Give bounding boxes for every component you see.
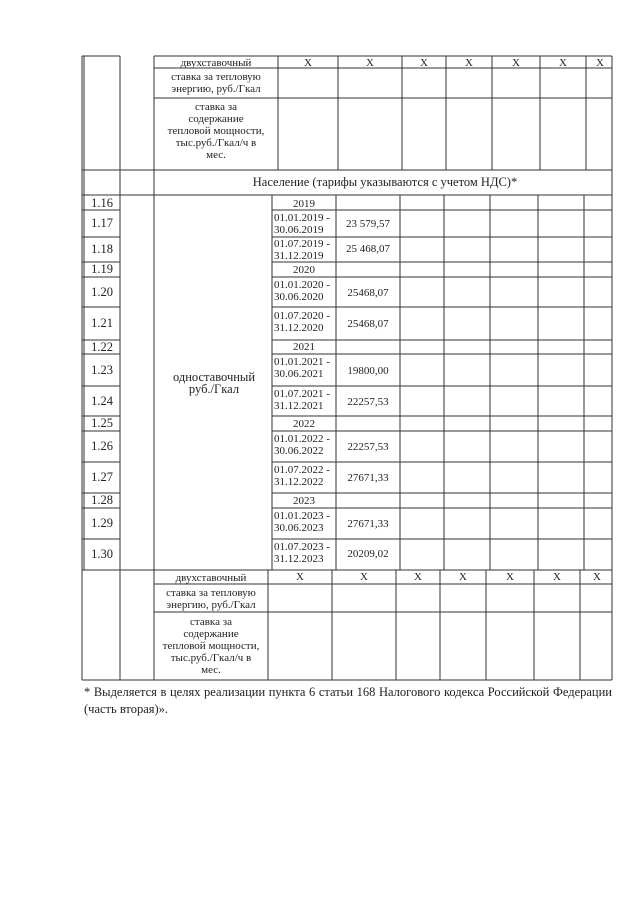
top-x-mark: X bbox=[465, 57, 473, 69]
top-x-mark: X bbox=[366, 57, 374, 69]
row-period: 2022 bbox=[293, 418, 315, 430]
row-period: 01.07.2021 - 31.12.2021 bbox=[274, 388, 330, 412]
row-value: 20209,02 bbox=[347, 548, 389, 560]
row-value: 25 468,07 bbox=[346, 243, 390, 255]
bottom-x-mark: X bbox=[296, 571, 304, 583]
row-period: 01.07.2022 - 31.12.2022 bbox=[274, 464, 330, 488]
row-number: 1.25 bbox=[91, 416, 113, 430]
row-period: 2019 bbox=[293, 198, 315, 210]
row-number: 1.30 bbox=[91, 547, 113, 561]
row-period: 01.07.2020 - 31.12.2020 bbox=[274, 310, 330, 334]
row-number: 1.17 bbox=[91, 216, 113, 230]
bottom-x-mark: X bbox=[506, 571, 514, 583]
top-x-mark: X bbox=[420, 57, 428, 69]
top-x-mark: X bbox=[596, 57, 604, 69]
bottom-x-mark: X bbox=[593, 571, 601, 583]
bottom-energy-rate-label: ставка за тепловую энергию, руб./Гкал bbox=[166, 587, 256, 611]
row-period: 2020 bbox=[293, 264, 315, 276]
top-x-mark: X bbox=[559, 57, 567, 69]
bottom-x-mark: X bbox=[459, 571, 467, 583]
footnote: * Выделяется в целях реализации пункта 6 статьи 168 Налогового кодекса Российской Федерации (часть вторая)». bbox=[84, 685, 612, 716]
row-value: 27671,33 bbox=[347, 518, 389, 530]
row-number: 1.23 bbox=[91, 363, 113, 377]
row-number: 1.28 bbox=[91, 493, 113, 507]
population-header: Население (тарифы указываются с учетом НДС)* bbox=[252, 175, 518, 189]
row-number: 1.16 bbox=[91, 196, 113, 210]
row-period: 01.01.2022 - 30.06.2022 bbox=[274, 433, 330, 457]
row-value: 25468,07 bbox=[347, 287, 389, 299]
row-period: 01.01.2023 - 30.06.2023 bbox=[274, 510, 330, 534]
bottom-x-mark: X bbox=[414, 571, 422, 583]
row-period: 01.07.2019 - 31.12.2019 bbox=[274, 238, 330, 262]
row-period: 01.01.2021 - 30.06.2021 bbox=[274, 356, 330, 380]
row-period: 01.01.2019 - 30.06.2019 bbox=[274, 212, 330, 236]
top-x-mark: X bbox=[512, 57, 520, 69]
row-value: 22257,53 bbox=[347, 441, 389, 453]
top-capacity-rate-label: ставка за содержание тепловой мощности, тыс.руб./Гкал/ч в мес. bbox=[167, 101, 265, 161]
row-number: 1.18 bbox=[91, 242, 113, 256]
row-period: 2023 bbox=[293, 495, 315, 507]
row-number: 1.22 bbox=[91, 340, 113, 354]
bottom-x-mark: X bbox=[360, 571, 368, 583]
row-number: 1.27 bbox=[91, 470, 113, 484]
row-number: 1.24 bbox=[91, 394, 113, 408]
bottom-two-rate-label: двухставочный bbox=[175, 572, 247, 584]
single-rate-label: одноставочный руб./Гкал bbox=[172, 370, 256, 396]
bottom-capacity-rate-label: ставка за содержание тепловой мощности, тыс.руб./Гкал/ч в мес. bbox=[162, 616, 260, 676]
top-energy-rate-label: ставка за тепловую энергию, руб./Гкал bbox=[171, 71, 261, 95]
top-two-rate-label: двухставочный bbox=[180, 57, 252, 69]
row-period: 01.07.2023 - 31.12.2023 bbox=[274, 541, 330, 565]
row-number: 1.20 bbox=[91, 285, 113, 299]
bottom-x-mark: X bbox=[553, 571, 561, 583]
row-value: 25468,07 bbox=[347, 318, 389, 330]
row-value: 22257,53 bbox=[347, 396, 389, 408]
row-number: 1.29 bbox=[91, 516, 113, 530]
row-number: 1.19 bbox=[91, 262, 113, 276]
row-value: 19800,00 bbox=[347, 365, 389, 377]
top-x-mark: X bbox=[304, 57, 312, 69]
row-period: 2021 bbox=[293, 341, 315, 353]
row-number: 1.26 bbox=[91, 439, 113, 453]
row-number: 1.21 bbox=[91, 316, 113, 330]
row-value: 23 579,57 bbox=[346, 218, 390, 230]
row-value: 27671,33 bbox=[347, 472, 389, 484]
row-period: 01.01.2020 - 30.06.2020 bbox=[274, 279, 330, 303]
